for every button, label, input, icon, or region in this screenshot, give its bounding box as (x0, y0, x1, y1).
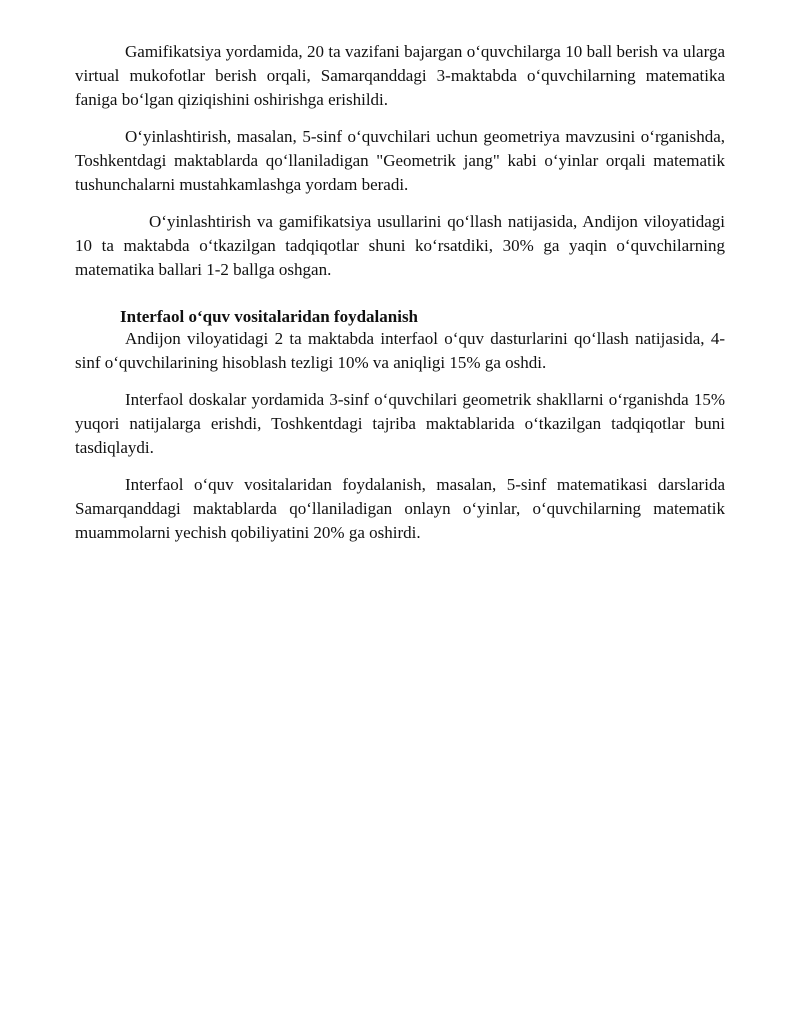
document-page (75, 40, 725, 558)
paragraph-andijan-research: O‘yinlashtirish va gamifikatsiya usullarini qo‘llash natijasida, Andijon viloyatidagi 10 ta maktabda o‘tkazilgan tadqiqotlar shuni ko‘rsatdiki, 30% ga yaqin o‘quvchilarning matematika ballari 1-2 ballga oshgan. (75, 212, 725, 279)
paragraph-online-games: Interfaol o‘quv vositalaridan foydalanish, masalan, 5-sinf matematikasi darslarida Samarqanddagi maktablarda qo‘llaniladigan onlayn o‘yinlar, o‘quvchilarning matematik muammolarni yechish qobiliyatini 20% ga oshirdi. (75, 475, 725, 542)
paragraph-gamification-samarkand: Gamifikatsiya yordamida, 20 ta vazifani bajargan o‘quvchilarga 10 ball berish va ularga virtual mukofotlar berish orqali, Samarqanddagi 3-maktabda o‘quvchilarning matematika faniga bo‘lgan qiziqishini oshirishga erishildi. (75, 42, 725, 109)
paragraph-interactive-boards: Interfaol doskalar yordamida 3-sinf o‘quvchilari geometrik shakllarni o‘rganishda 15% yuqori natijalarga erishdi, Toshkentdagi tajriba maktablarida o‘tkazilgan tadqiqotlar buni tasdiqlaydi. (75, 390, 725, 457)
paragraph-geometry-game: O‘yinlashtirish, masalan, 5-sinf o‘quvchilari uchun geometriya mavzusini o‘rganishda, Toshkentdagi maktablarda qo‘llaniladigan "Geometrik jang" kabi o‘yinlar orqali matematik tushunchalarni mustahkamlashga yordam beradi. (75, 127, 725, 194)
section-heading: Interfaol o‘quv vositalaridan foydalanish (120, 307, 419, 326)
paragraph-interactive-programs: Andijon viloyatidagi 2 ta maktabda interfaol o‘quv dasturlarini qo‘llash natijasida, 4-sinf o‘quvchilarining hisoblash tezligi 10% va aniqligi 15% ga oshdi. (75, 329, 725, 372)
